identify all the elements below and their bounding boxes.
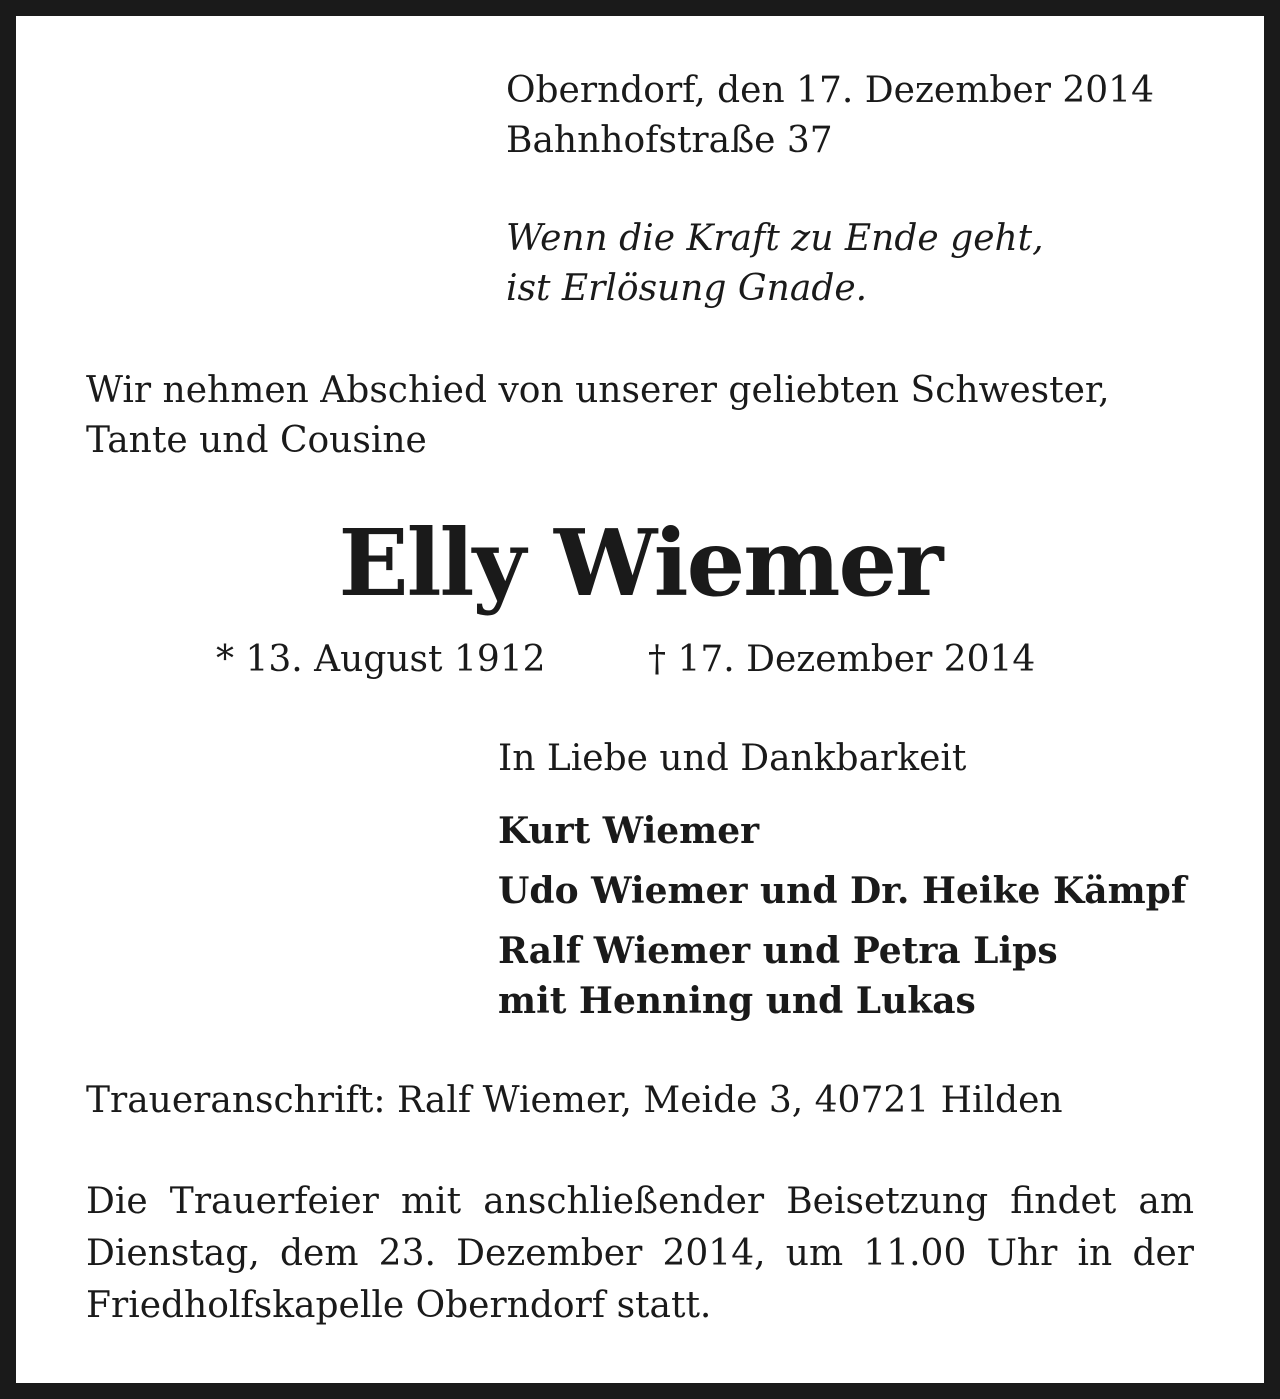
family-closing: In Liebe und Dankbarkeit — [498, 738, 967, 779]
birth-date: * 13. August 1912 — [216, 639, 546, 680]
family-member: Udo Wiemer und Dr. Heike Kämpf — [498, 870, 1187, 912]
street-address: Bahnhofstraße 37 — [506, 120, 833, 161]
deceased-name: Elly Wiemer — [338, 509, 942, 617]
service-info: Die Trauerfeier mit anschließender Beisetzung findet am Dienstag, dem 23. Dezember 2014, um 11.00 Uhr in der Friedholfskapelle Oberndorf statt. — [86, 1181, 1194, 1326]
place-date: Oberndorf, den 17. Dezember 2014 — [506, 70, 1154, 111]
intro-line-2: Tante und Cousine — [86, 420, 427, 461]
family-member: mit Henning und Lukas — [498, 980, 976, 1022]
quote-line-1: Wenn die Kraft zu Ende geht, — [506, 218, 1044, 259]
family-member: Ralf Wiemer und Petra Lips — [498, 930, 1058, 972]
quote-line-2: ist Erlösung Gnade. — [506, 268, 868, 309]
mourning-address: Traueranschrift: Ralf Wiemer, Meide 3, 40721 Hilden — [86, 1080, 1063, 1121]
family-member: Kurt Wiemer — [498, 810, 760, 852]
death-date: † 17. Dezember 2014 — [648, 639, 1036, 680]
intro-line-1: Wir nehmen Abschied von unserer geliebten Schwester, — [86, 370, 1110, 411]
